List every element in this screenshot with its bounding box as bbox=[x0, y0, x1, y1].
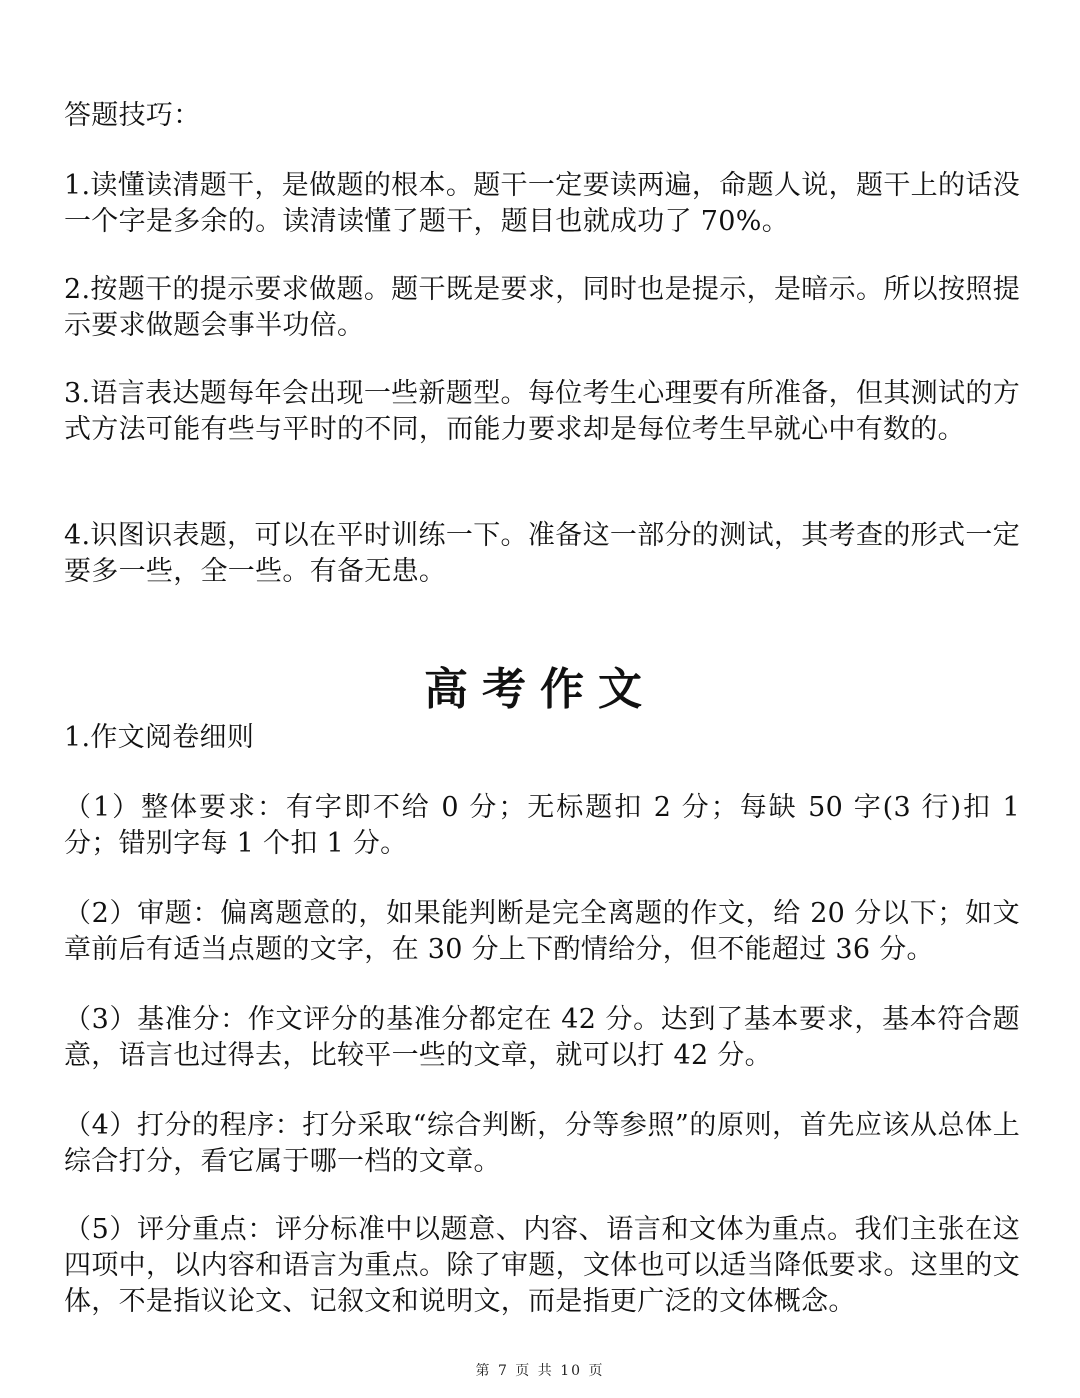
tip-paragraph-2: 2.按题干的提示要求做题。题干既是要求，同时也是提示，是暗示。所以按照提示要求做题会事半功倍。 bbox=[64, 274, 1020, 341]
tip-paragraph-4: 4.识图识表题，可以在平时训练一下。准备这一部分的测试，其考查的形式一定要多一些，全一些。有备无患。 bbox=[64, 520, 1020, 587]
rule-paragraph-5: （5）评分重点：评分标准中以题意、内容、语言和文体为重点。我们主张在这四项中，以内容和语言为重点。除了审题，文体也可以适当降低要求。这里的文体，不是指议论文、记叙文和说明文，而是指更广泛的文体概念。 bbox=[64, 1214, 1020, 1317]
rule-paragraph-3: （3）基准分：作文评分的基准分都定在 42 分。达到了基本要求，基本符合题意，语言也过得去，比较平一些的文章，就可以打 42 分。 bbox=[64, 1004, 1020, 1071]
section-title: 高考作文 bbox=[424, 664, 656, 715]
rule-paragraph-2: （2）审题：偏离题意的，如果能判断是完全离题的作文，给 20 分以下；如文章前后有适当点题的文字，在 30 分上下酌情给分，但不能超过 36 分。 bbox=[64, 898, 1020, 965]
tip-paragraph-1: 1.读懂读清题干，是做题的根本。题干一定要读两遍，命题人说，题干上的话没一个字是多余的。读清读懂了题干，题目也就成功了 70%。 bbox=[64, 170, 1020, 237]
subsection-heading: 1.作文阅卷细则 bbox=[64, 722, 255, 753]
tip-paragraph-3: 3.语言表达题每年会出现一些新题型。每位考生心理要有所准备，但其测试的方式方法可能有些与平时的不同，而能力要求却是每位考生早就心中有数的。 bbox=[64, 378, 1020, 445]
tips-heading: 答题技巧： bbox=[64, 100, 201, 131]
page-number-footer: 第 7 页 共 10 页 bbox=[475, 1363, 605, 1379]
rule-paragraph-4: （4）打分的程序：打分采取“综合判断，分等参照”的原则，首先应该从总体上综合打分，看它属于哪一档的文章。 bbox=[64, 1110, 1020, 1177]
rule-paragraph-1: （1）整体要求：有字即不给 0 分；无标题扣 2 分；每缺 50 字(3 行)扣 1 分；错别字每 1 个扣 1 分。 bbox=[64, 792, 1020, 859]
